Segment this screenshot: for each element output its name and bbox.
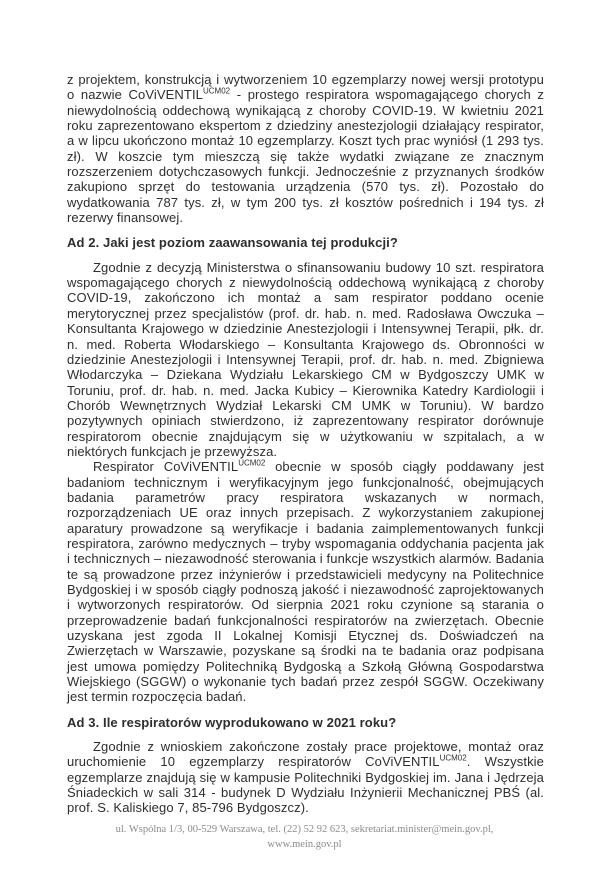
- paragraph-1-text-start: z projektem, konstrukcją i wytworzeniem 10 egzemplarzy nowej wersji prototypu o nazwie CoViVENTIL: [67, 72, 544, 103]
- heading-ad3: Ad 3. Ile respiratorów wyprodukowano w 2021 roku?: [67, 714, 397, 730]
- paragraph-2: Zgodnie z decyzją Ministerstwa o sfinansowaniu budowy 10 szt. respiratora wspomagającego chorych z niewydolnością oddechową wynikającą z choroby COVID-19, zakończono ich montaż a sam respirator poddano ocenie merytorycznej przez specjalistów (prof. dr. hab. n. med. Radosława Owczuka – Konsultanta Krajowego w dziedzinie Anestezjologii i Intensywnej Terapii, płk. dr. n. med. Roberta Włodarskiego – Konsultanta Krajowego ds. Obronności w dziedzinie Anestezjologii i Intensywnej Terapii, prof. dr. hab. n. med. Zbigniewa Włodarczyka – Dziekana Wydziału Lekarskiego CM w Bydgoszczy UMK w Toruniu, prof. dr. hab. n. med. Jacka Kubicy – Kierownika Katedry Kardiologii i Chorób Wewnętrznych Wydział Lekarski CM UMK w Toruniu). W bardzo pozytywnych opiniach stwierdzono, iż zaprezentowany respirator dorównuje respiratorom obecnie znajdującym się w użytkowaniu w szpitalach, a w niektórych funkcjach je przewyższa.: [67, 259, 544, 459]
- footer-address-line: ul. Wspólna 1/3, 00-529 Warszawa, tel. (22) 52 92 623, sekretariat.minister@mein.gov.pl,: [115, 824, 494, 835]
- paragraph-3-text-end: obecnie w sposób ciągły poddawany jest badaniom technicznym i weryfikacyjnym jego funkcjonalność, obejmujących badania parametrów pracy respiratora wskazanych w normach, rozporządzeniach UE oraz innych przepisach. Z wykorzystaniem zakupionej aparatury prowadzone są weryfikacje i badania zaimplementowanych funkcji respiratora, zarówno medycznych – tryby wspomagania oddychania pacjenta jak i technicznych – niezawodność sterowania i funkcje wszystkich alarmów. Badania te są prowadzone przez inżynierów i przedstawicieli medycyny na Politechnice Bydgoskiej i w sposób ciągły podnoszą jakość i niezawodność zaprojektowanych i wytworzonych respiratorów. Od sierpnia 2021 roku czynione są starania o przeprowadzenie badań funkcjonalności respiratorów na zwierzętach. Obecnie uzyskana jest zgoda II Lokalnej Komisji Etycznej ds. Doświadczeń na Zwierzętach w Warszawie, pozyskane są środki na te badania oraz podpisana jest umowa pomiędzy Politechniką Bydgoską a Szkołą Główną Gospodarstwa Wiejskiego (SGGW) o wykonanie tych badań przez zespół SGGW. Oczekiwany jest termin rozpoczęcia badań.: [67, 459, 544, 705]
- heading-ad2: Ad 2. Jaki jest poziom zaawansowania tej produkcji?: [67, 235, 398, 251]
- paragraph-4-text-end: . Wszystkie egzemplarze znajdują się w kampusie Politechniki Bydgoskiej im. Jana i Jędrzeja Śniadeckich w sali 314 - budynek D Wydziału Inżynierii Mechanicznej PBŚ (al. prof. S. Kaliskiego 7, 85-796 Bydgoszcz).: [67, 754, 544, 816]
- superscript-ucm02: UCM02: [203, 87, 231, 97]
- superscript-ucm02: UCM02: [439, 754, 467, 764]
- document-body: [67, 72, 544, 816]
- paragraph-4-text-start: Zgodnie z wnioskiem zakończone zostały prace projektowe, montaż oraz uruchomienie 10 egzemplarzy respiratorów CoViVENTIL: [67, 739, 544, 770]
- paragraph-3-text-start: Respirator CoViVENTIL: [93, 459, 239, 475]
- page-footer: [0, 822, 609, 852]
- footer-website: www.mein.gov.pl: [267, 839, 342, 850]
- paragraph-3: [67, 459, 544, 705]
- paragraph-1: [67, 72, 544, 225]
- paragraph-4: [67, 739, 544, 816]
- superscript-ucm02: UCM02: [238, 458, 266, 468]
- paragraph-1-text-end: - prostego respiratora wspomagającego chorych z niewydolnością oddechową wynikającą z choroby COVID-19. W kwietniu 2021 roku zaprezentowano ekspertom z dziedziny anestezjologii działający respirator, a w lipcu ukończono montaż 10 egzemplarzy. Koszt tych prac wyniósł (1 293 tys. zł). W koszcie tym mieszczą się także wydatki związane ze znacznym rozszerzeniem dotychczasowych funkcji. Jednocześnie z przyznanych środków zakupiono sprzęt do testowania urządzenia (570 tys. zł). Pozostało do wydatkowania 787 tys. zł, w tym 200 tys. zł kosztów pośrednich i 194 tys. zł rezerwy finansowej.: [67, 87, 544, 226]
